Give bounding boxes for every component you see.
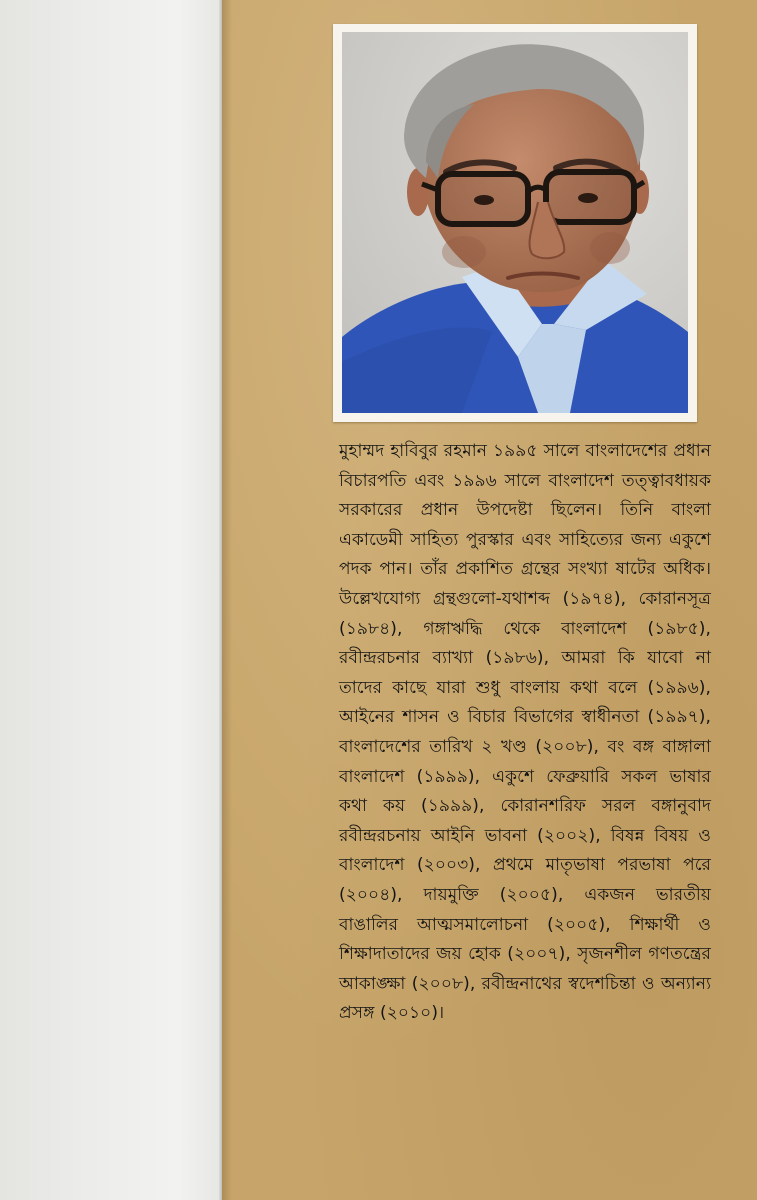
- author-portrait-photo: [342, 32, 688, 413]
- author-photo-frame: [333, 24, 697, 422]
- adjacent-page-edge: [0, 0, 222, 1200]
- author-biography: মুহাম্মদ হাবিবুর রহমান ১৯৯৫ সালে বাংলাদেশের প্রধান বিচারপতি এবং ১৯৯৬ সালে বাংলাদেশ তত্ত্বাবধায়ক সরকারের প্রধান উপদেষ্টা ছিলেন। তিনি বাংলা একাডেমী সাহিত্য পুরস্কার এবং সাহিত্যের জন্য একুশে পদক পান। তাঁর প্রকাশিত গ্রন্থের সংখ্যা ষাটের অধিক। উল্লেখযোগ্য গ্রন্থগুলো-যথাশব্দ (১৯৭৪), কোরানসূত্র (১৯৮৪), গঙ্গাঋদ্ধি থেকে বাংলাদেশ (১৯৮৫), রবীন্দ্ররচনার ব্যাখ্যা (১৯৮৬), আমরা কি যাবো না তাদের কাছে যারা শুধু বাংলায় কথা বলে (১৯৯৬), আইনের শাসন ও বিচার বিভাগের স্বাধীনতা (১৯৯৭), বাংলাদেশের তারিখ ২ খণ্ড (২০০৮), বং বঙ্গ বাঙ্গালা বাংলাদেশ (১৯৯৯), একুশে ফেব্রুয়ারি সকল ভাষার কথা কয় (১৯৯৯), কোরানশরিফ সরল বঙ্গানুবাদ রবীন্দ্ররচনায় আইনি ভাবনা (২০০২), বিষন্ন বিষয় ও বাংলাদেশ (২০০৩), প্রথমে মাতৃভাষা পরভাষা পরে (২০০৪), দায়মুক্তি (২০০৫), একজন ভারতীয় বাঙালির আত্মসমালোচনা (২০০৫), শিক্ষার্থী ও শিক্ষাদাতাদের জয় হোক (২০০৭), সৃজনশীল গণতন্ত্রের আকাঙ্ক্ষা (২০০৮), রবীন্দ্রনাথের স্বদেশচিন্তা ও অন্যান্য প্রসঙ্গ (২০১০)।: [339, 441, 711, 1024]
